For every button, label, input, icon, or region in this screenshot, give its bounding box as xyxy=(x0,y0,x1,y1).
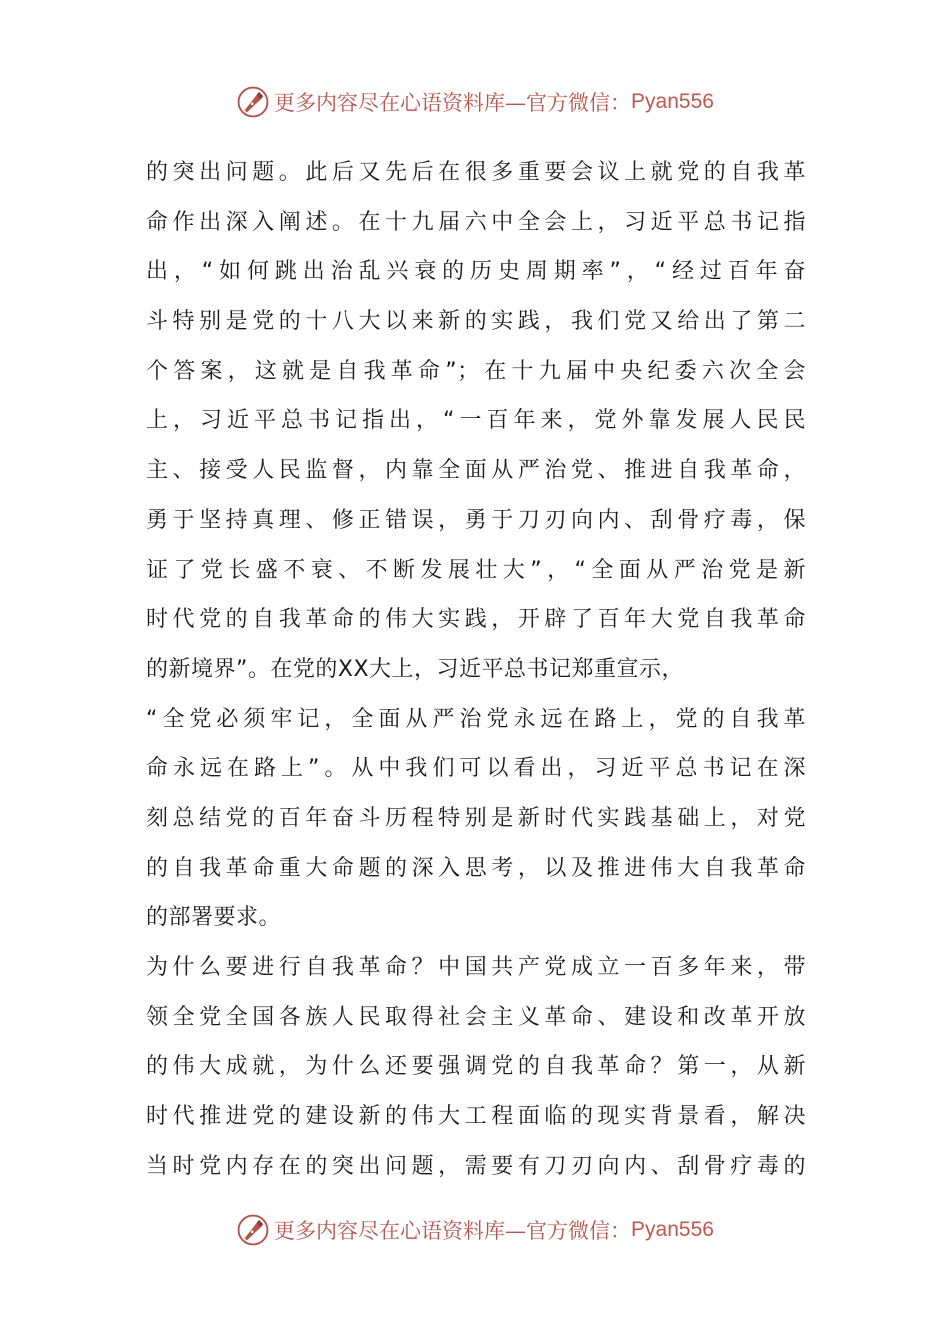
footer-banner[interactable] xyxy=(0,1210,950,1250)
pen-nib-logo-icon xyxy=(236,85,270,119)
text-line: 个答案，这就是自我革命”；在十九届中央纪委六次全会 xyxy=(146,358,806,384)
text-line: “全党必须牢记，全面从严治党永远在路上，党的自我革 xyxy=(146,706,806,732)
text-line: 时代党的自我革命的伟大实践，开辟了百年大党自我革命 xyxy=(146,607,806,633)
text-line: 主、接受人民监督，内靠全面从严治党、推进自我革命， xyxy=(146,458,806,484)
text-line: 命作出深入阐述。在十九届六中全会上，习近平总书记指 xyxy=(146,209,806,235)
header-banner-wechat: Pyan556 xyxy=(631,90,714,113)
text-line: 刻总结党的百年奋斗历程特别是新时代实践基础上，对党 xyxy=(146,805,806,831)
text-line: 的部署要求。 xyxy=(146,905,282,931)
header-banner-text: 更多内容尽在心语资料库—官方微信： xyxy=(274,91,632,115)
text-line: 证了党长盛不衰、不断发展壮大”，“全面从严治党是新 xyxy=(146,557,806,583)
text-line: 的伟大成就，为什么还要强调党的自我革命？第一，从新 xyxy=(146,1054,806,1080)
text-line: 为什么要进行自我革命？中国共产党成立一百多年来，带 xyxy=(146,955,806,980)
text-line: 上，习近平总书记指出，“一百年来，党外靠发展人民民 xyxy=(146,408,806,434)
pen-nib-logo-icon xyxy=(236,1213,270,1247)
text-line: 当时党内存在的突出问题，需要有刀刃向内、刮骨疗毒的 xyxy=(146,1153,806,1179)
text-line: 勇于坚持真理、修正错误，勇于刀刃向内、刮骨疗毒，保 xyxy=(146,507,806,533)
header-banner[interactable] xyxy=(0,82,950,122)
text-line: 的自我革命重大命题的深入思考，以及推进伟大自我革命 xyxy=(146,855,806,881)
body-text xyxy=(146,148,806,1191)
text-line: 的突出问题。此后又先后在很多重要会议上就党的自我革 xyxy=(146,160,806,185)
text-line: 命永远在路上”。从中我们可以看出，习近平总书记在深 xyxy=(146,756,806,782)
text-line: 的新境界”。在党的XX大上，习近平总书记郑重宣示， xyxy=(146,656,685,682)
text-line: 时代推进党的建设新的伟大工程面临的现实背景看，解决 xyxy=(146,1104,806,1130)
text-line: 出，“如何跳出治乱兴衰的历史周期率”，“经过百年奋 xyxy=(146,259,806,285)
footer-banner-wechat: Pyan556 xyxy=(631,1218,714,1241)
text-line: 领全党全国各族人民取得社会主义革命、建设和改革开放 xyxy=(146,1004,806,1030)
footer-banner-text: 更多内容尽在心语资料库—官方微信： xyxy=(274,1219,632,1243)
text-line: 斗特别是党的十八大以来新的实践，我们党又给出了第二 xyxy=(146,309,806,335)
